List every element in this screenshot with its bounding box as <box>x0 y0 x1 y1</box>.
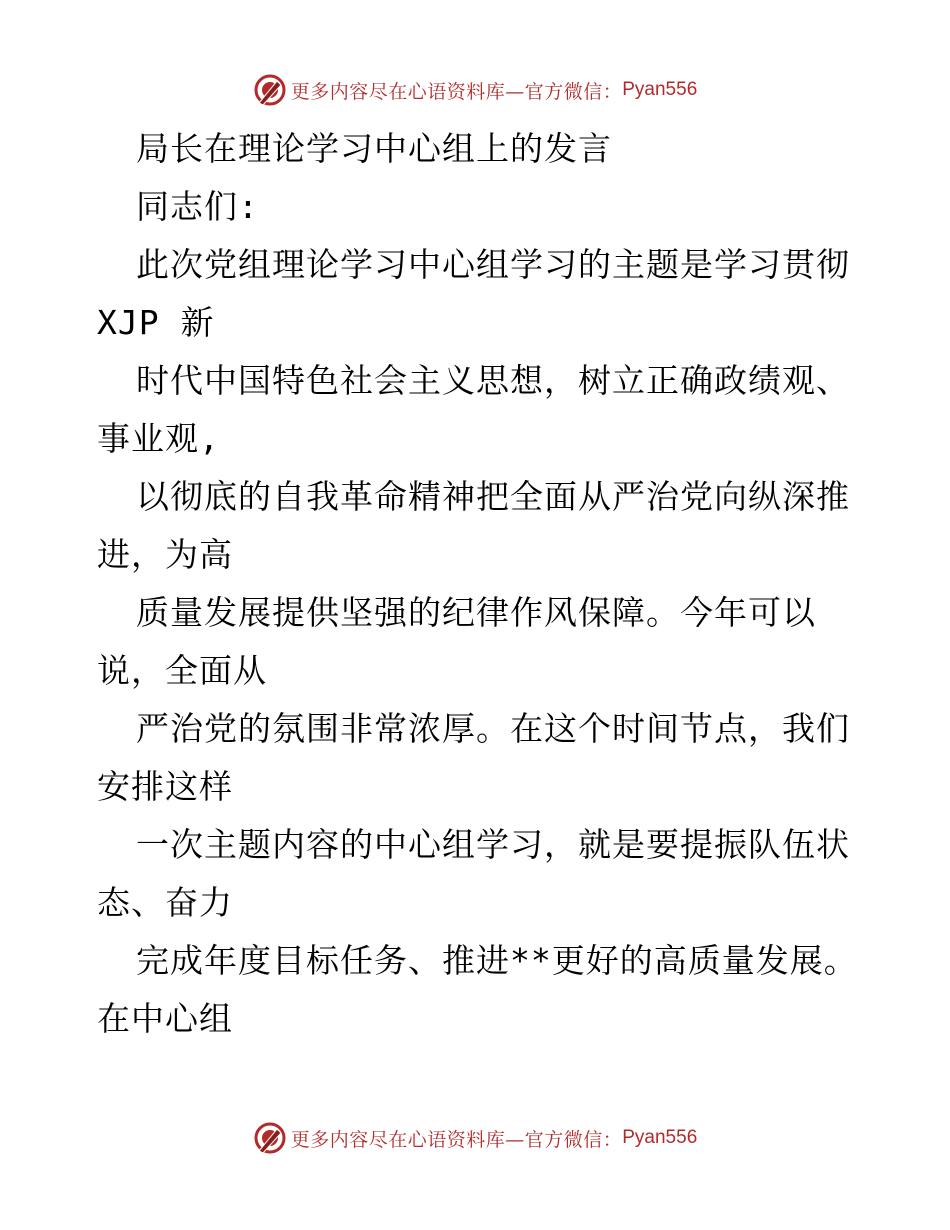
document-line: 严治党的氛围非常浓厚。在这个时间节点，我们 <box>136 709 850 748</box>
document-line: 进，为高 <box>97 535 233 574</box>
header-banner-id: Pyan556 <box>622 79 698 100</box>
document-body <box>97 120 857 1048</box>
document-line: 态、奋力 <box>97 883 233 922</box>
document-line: 一次主题内容的中心组学习，就是要提振队伍状 <box>136 825 850 864</box>
footer-banner-text: 更多内容尽在心语资料库—官方微信： <box>290 1128 623 1151</box>
footer-banner-id: Pyan556 <box>622 1127 698 1148</box>
document-line: 事业观, <box>97 419 220 458</box>
document-line: 完成年度目标任务、推进**更好的高质量发展。 <box>136 941 858 980</box>
document-line: 局长在理论学习中心组上的发言 <box>136 129 612 168</box>
document-line: 说，全面从 <box>97 651 267 690</box>
document-line: 此次党组理论学习中心组学习的主题是学习贯彻 <box>136 245 850 284</box>
pen-logo-icon <box>253 73 287 107</box>
document-line: 安排这样 <box>97 767 233 806</box>
document-line: 质量发展提供坚强的纪律作风保障。今年可以 <box>136 593 816 632</box>
pen-logo-icon <box>253 1121 287 1155</box>
header-banner <box>0 70 950 110</box>
document-line: XJP 新 <box>97 303 215 342</box>
document-line: 同志们: <box>136 187 259 226</box>
document-line: 以彻底的自我革命精神把全面从严治党向纵深推 <box>136 477 850 516</box>
document-line: 时代中国特色社会主义思想，树立正确政绩观、 <box>136 361 850 400</box>
header-banner-text: 更多内容尽在心语资料库—官方微信： <box>290 80 623 103</box>
document-line: 在中心组 <box>97 999 233 1038</box>
footer-banner <box>0 1118 950 1158</box>
